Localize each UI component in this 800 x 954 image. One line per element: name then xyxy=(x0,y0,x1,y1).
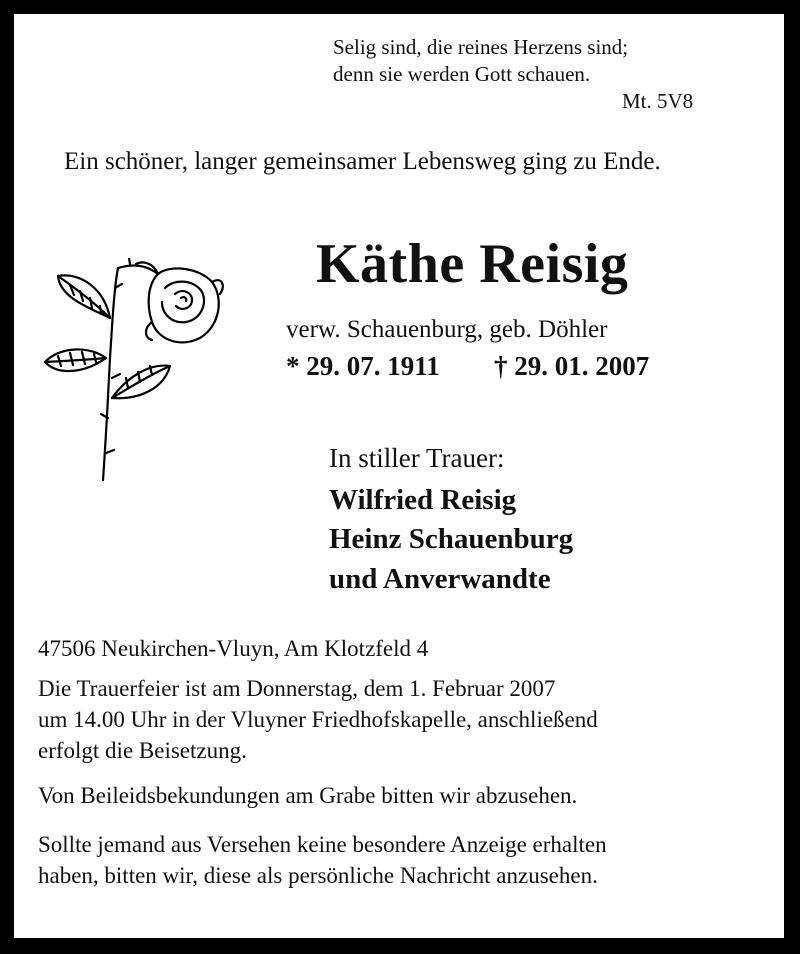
verse-line-2: denn sie werden Gott schauen. xyxy=(333,62,591,86)
ceremony-line-3: erfolgt die Beisetzung. xyxy=(38,738,247,763)
ceremony-line-2: um 14.00 Uhr in der Vluyner Friedhofskapelle, anschließend xyxy=(38,707,598,732)
verse-line-1: Selig sind, die reines Herzens sind; xyxy=(333,35,629,59)
death-date: † 29. 01. 2007 xyxy=(494,351,650,381)
condolence-note: Von Beileidsbekundungen am Grabe bitten wir abzusehen. xyxy=(38,783,578,808)
rose-icon xyxy=(40,258,230,486)
notice-line-1: Sollte jemand aus Versehen keine besondere Anzeige erhalten xyxy=(38,832,607,857)
verse-reference: Mt. 5V8 xyxy=(622,89,694,113)
ceremony-line-1: Die Trauerfeier ist am Donnerstag, dem 1. Februar 2007 xyxy=(38,676,556,701)
mourner-name: Wilfried Reisig xyxy=(329,484,517,516)
intro-text: Ein schöner, langer gemeinsamer Lebensweg ging zu Ende. xyxy=(64,148,661,175)
mourning-label: In stiller Trauer: xyxy=(329,443,505,473)
maiden-name: verw. Schauenburg, geb. Döhler xyxy=(286,316,608,343)
mourner-name: und Anverwandte xyxy=(329,563,551,595)
address: 47506 Neukirchen-Vluyn, Am Klotzfeld 4 xyxy=(38,636,429,661)
notice-line-2: haben, bitten wir, diese als persönliche Nachricht anzusehen. xyxy=(38,863,598,888)
deceased-name: Käthe Reisig xyxy=(316,233,629,295)
mourner-name: Heinz Schauenburg xyxy=(329,523,574,555)
birth-date: * 29. 07. 1911 xyxy=(286,351,440,381)
